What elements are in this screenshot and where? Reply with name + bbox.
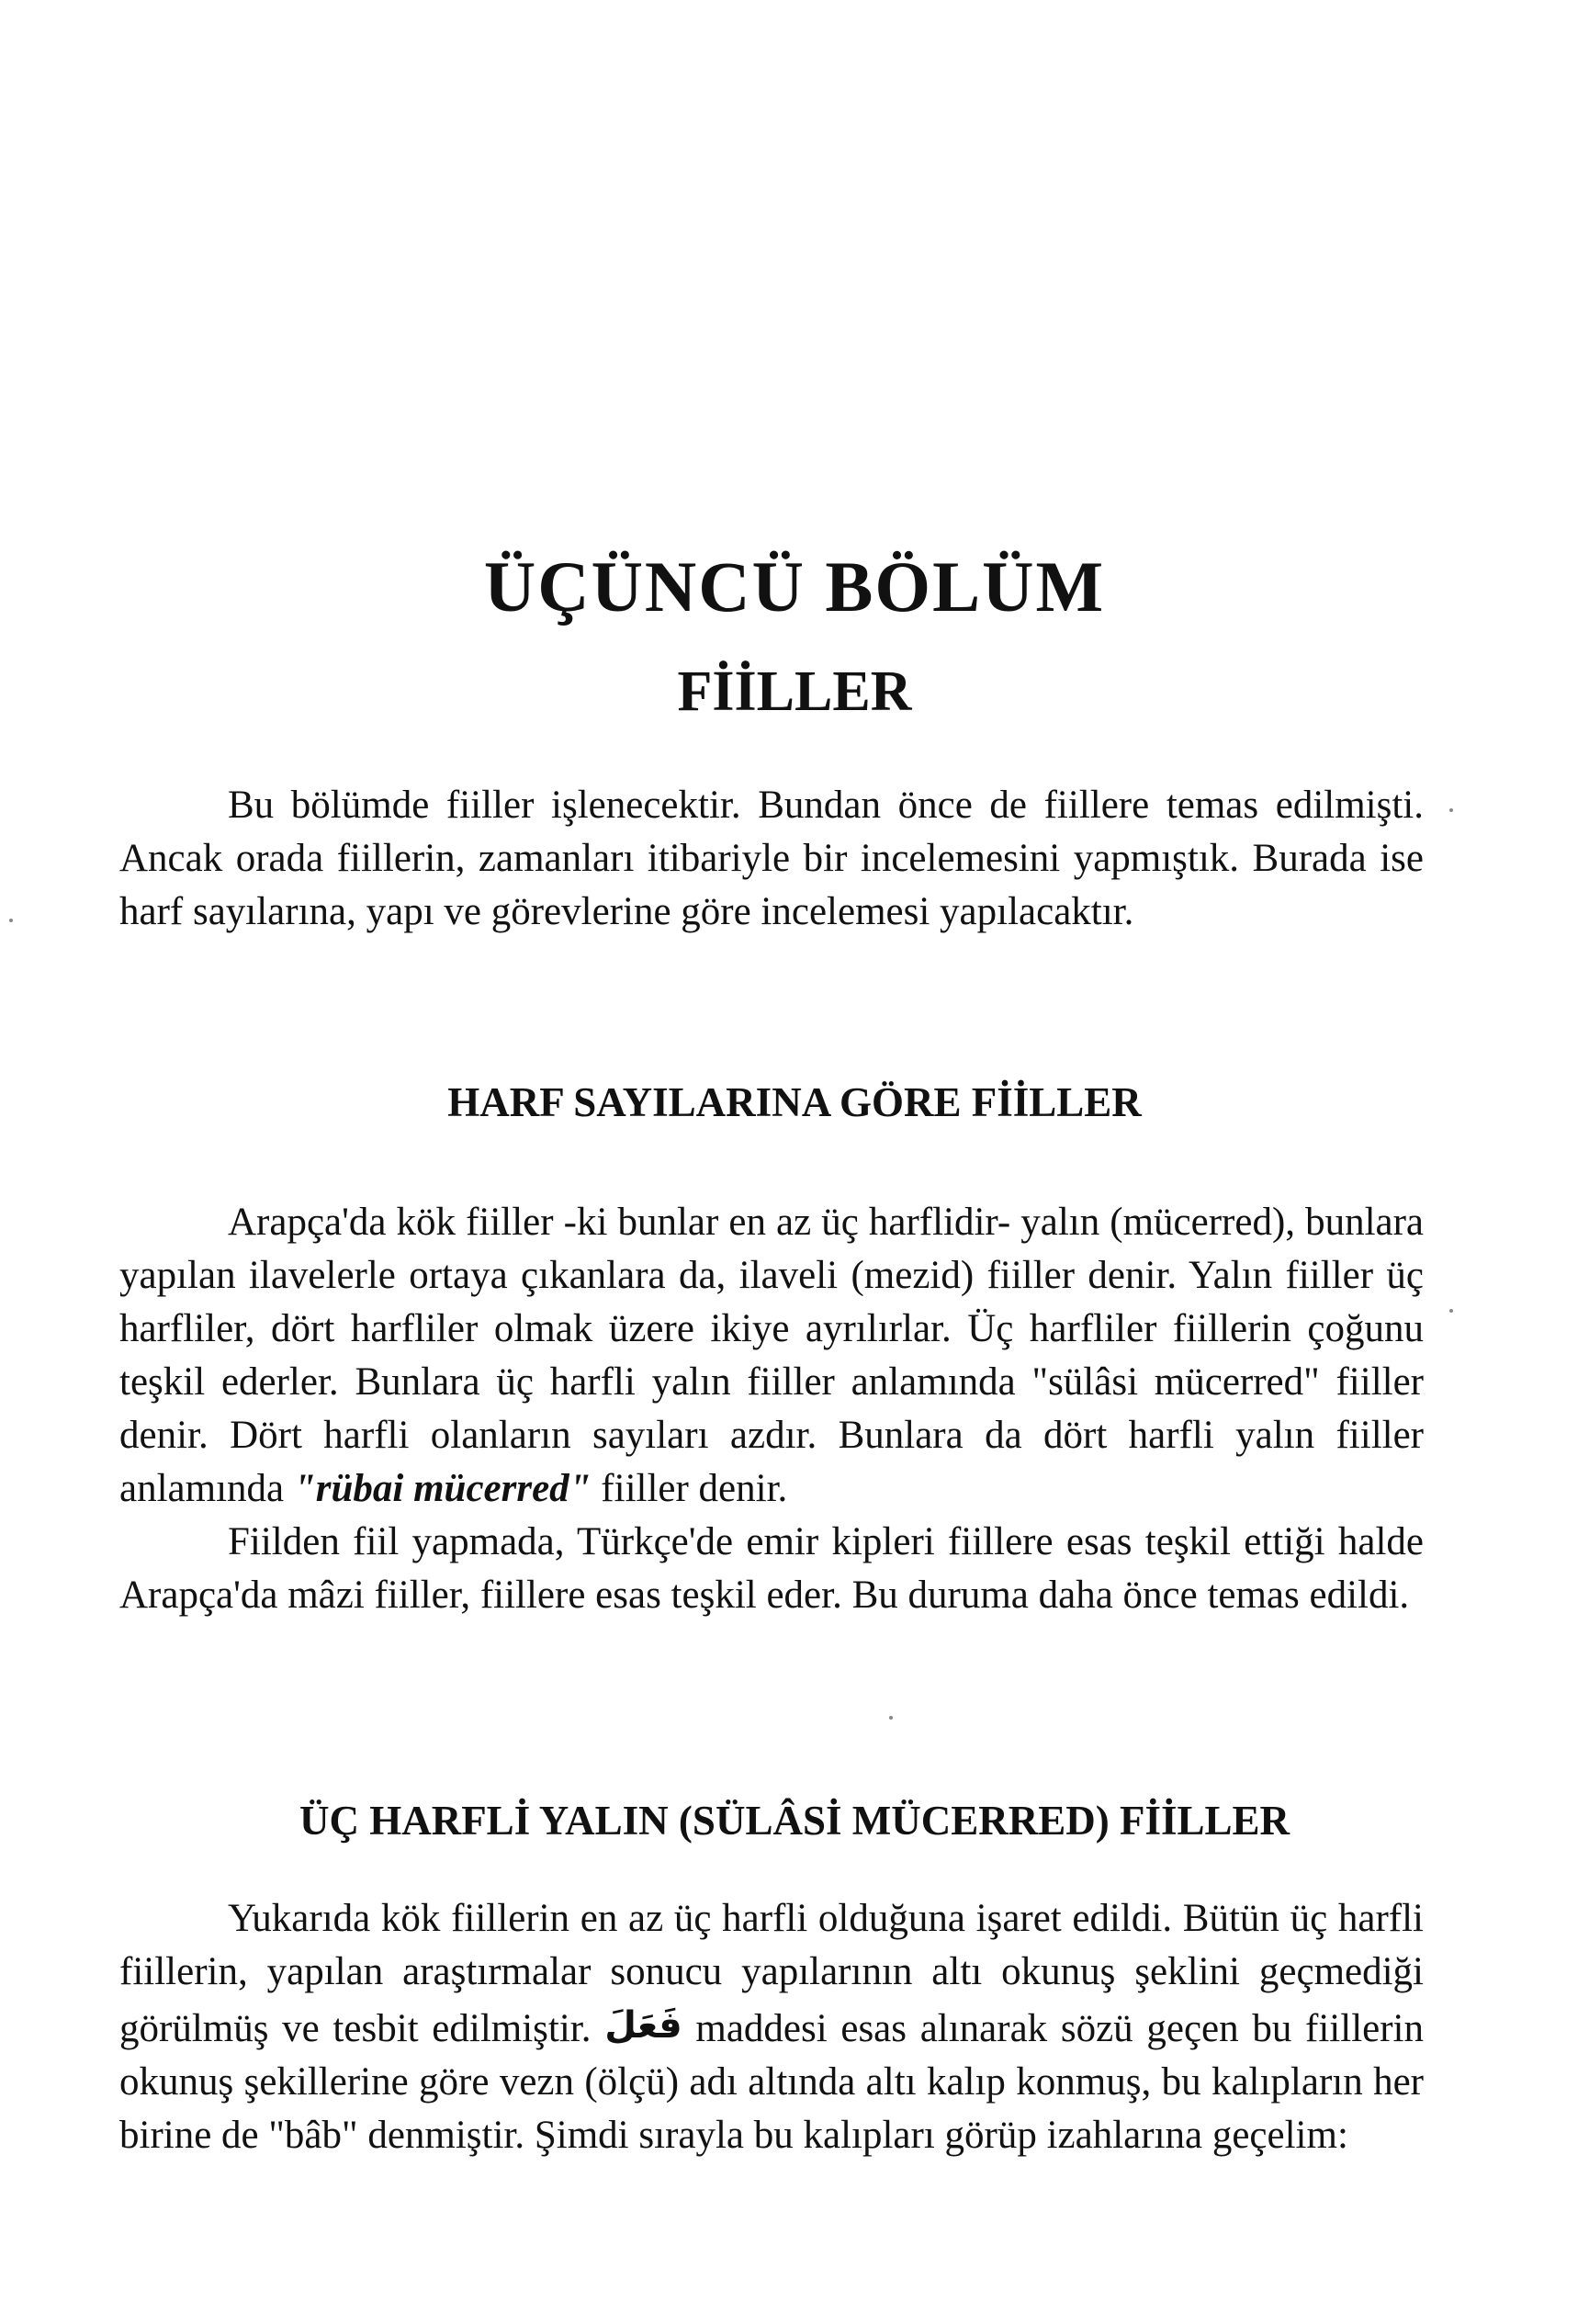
section2-paragraph — [119, 1892, 1424, 2162]
section2-text-after: maddesi esas alınarak sözü geçen bu fiillerin okunuş şekillerine göre vezn (ölçü) adı altında altı kalıp konmuş, bu kalıpların her birine de "bâb" denmiştir. Şimdi sırayla bu kalıpları görüp izahlarına geçelim: — [119, 2007, 1424, 2157]
intro-paragraph: Bu bölümde fiiller işlenecektir. Bundan önce de fiillere temas edilmişti. Ancak orada fiillerin, zamanları itibariyle bir incelemesini yapmıştık. Burada ise harf sayılarına, yapı ve görevlerine göre incelemesi yapılacaktır. — [119, 784, 1424, 933]
rubai-mucerred-emphasis: "rübai mücerred" — [293, 1467, 592, 1510]
section1-p1-text-after: fiiller denir. — [591, 1467, 788, 1510]
section1-body — [119, 1196, 1424, 1622]
section1-paragraph-2: Fiilden fiil yapmada, Türkçe'de emir kipleri fiillere esas teşkil ettiği halde Arapça'da mâzi fiiller, fiillere esas teşkil eder. Bu duruma daha önce temas edildi. — [119, 1520, 1424, 1617]
scan-speck — [1449, 1309, 1453, 1313]
arabic-word-fe-ale: فَعَلَ — [604, 2004, 682, 2047]
scan-speck — [1449, 808, 1453, 812]
chapter-title: ÜÇÜNCÜ BÖLÜM — [483, 547, 1106, 626]
chapter-subtitle: FİİLLER — [677, 660, 912, 723]
scan-speck — [9, 919, 13, 922]
section-heading-uc-harfli: ÜÇ HARFLİ YALIN (SÜLÂSİ MÜCERRED) FİİLLER — [299, 1798, 1290, 1844]
section2-text-before: Yukarıda kök fiillerin en az üç harfli olduğuna işaret edildi. Bütün üç harfli fiillerin, yapılan araştırmalar sonucu yapılarının altı okunuş şeklini geçmediği görülmüş ve tesbit edilmiştir. — [119, 1897, 1424, 2050]
section-heading-harf-sayilarina: HARF SAYILARINA GÖRE FİİLLER — [447, 1079, 1142, 1125]
intro-block — [119, 779, 1424, 939]
scan-speck — [889, 1716, 893, 1720]
section2-body — [119, 1892, 1424, 2162]
section1-paragraph-1 — [119, 1196, 1424, 1516]
section1-p1-text-before: Arapça'da kök fiiller -ki bunlar en az üç harflidir- yalın (mücerred), bunlara yapılan ilavelerle ortaya çıkanlara da, ilaveli (mezid) fiiller denir. Yalın fiiller üç harfliler, dört harfliler olmak üzere ikiye ayrılırlar. Üç harfliler fiillerin çoğunu teşkil ederler. Bunlara üç harfli yalın fiiller anlamında "sülâsi mücerred" fiiller denir. Dört harfli olanların sayıları azdır. Bunlara da dört harfli yalın fiiller anlamında — [119, 1201, 1424, 1510]
